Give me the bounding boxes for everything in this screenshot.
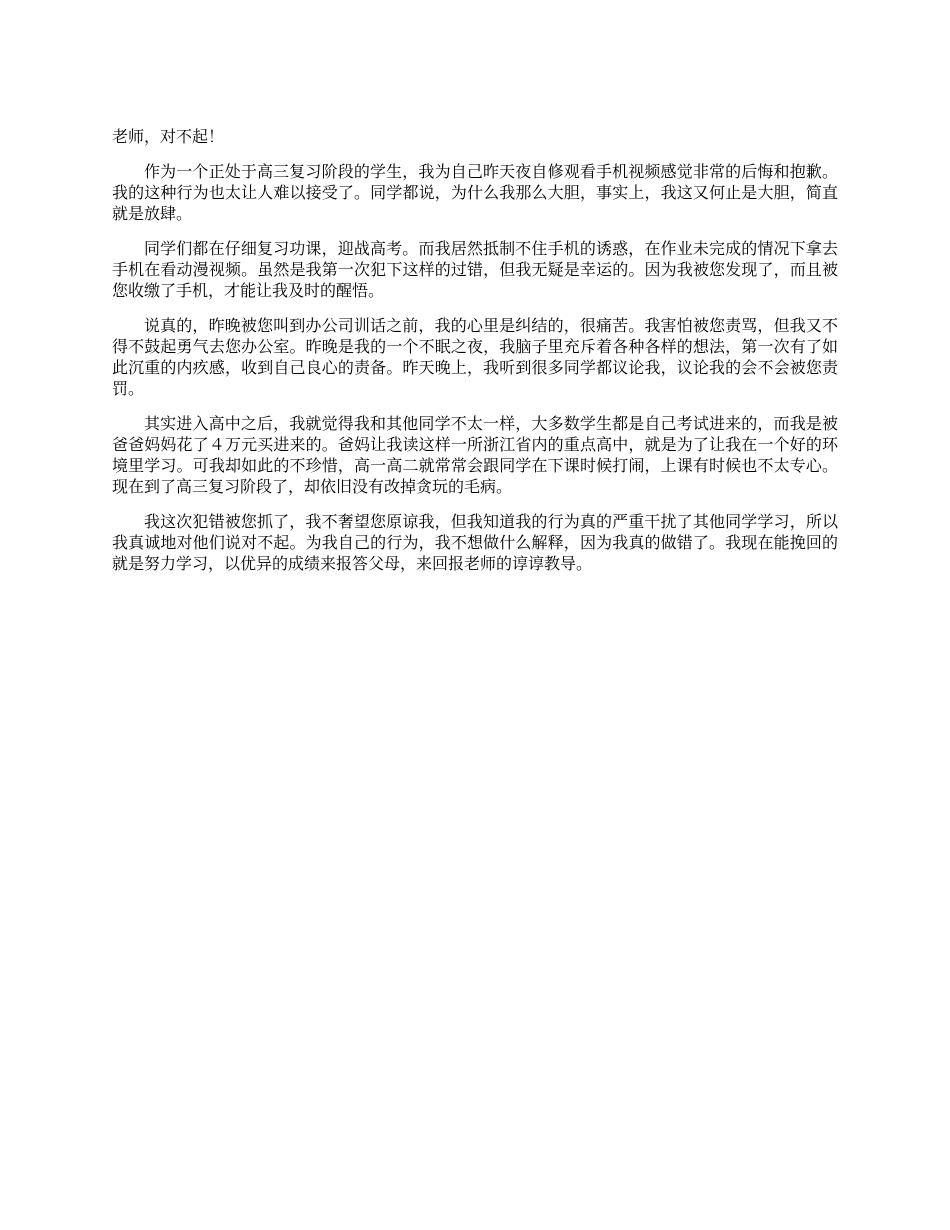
paragraph-1: 作为一个正处于高三复习阶段的学生，我为自己昨天夜自修观看手机视频感觉非常的后悔和抱歉。我的这种行为也太让人难以接受了。同学都说，为什么我那么大胆，事实上，我这又何止是大胆，简直就是放肆。 (112, 162, 838, 223)
paragraph-5: 我这次犯错被您抓了，我不奢望您原谅我，但我知道我的行为真的严重干扰了其他同学学习，所以我真诚地对他们说对不起。为我自己的行为，我不想做什么解释，因为我真的做错了。我现在能挽回的就是努力学习，以优异的成绩来报答父母，来回报老师的谆谆教导。 (112, 512, 838, 573)
paragraph-3: 说真的，昨晚被您叫到办公司训话之前，我的心里是纠结的，很痛苦。我害怕被您责骂，但我又不得不鼓起勇气去您办公室。昨晚是我的一个不眠之夜，我脑子里充斥着各种各样的想法，第一次有了如此沉重的内疚感，收到自己良心的责备。昨天晚上，我听到很多同学都议论我，议论我的会不会被您责罚。 (112, 316, 838, 398)
letter-salutation: 老师，对不起！ (112, 127, 225, 146)
paragraph-2: 同学们都在仔细复习功课，迎战高考。而我居然抵制不住手机的诱惑，在作业未完成的情况下拿去手机在看动漫视频。虽然是我第一次犯下这样的过错，但我无疑是幸运的。因为我被您发现了，而且被您收缴了手机，才能让我及时的醒悟。 (112, 239, 838, 300)
letter-body (112, 126, 838, 588)
paragraph-4: 其实进入高中之后，我就觉得我和其他同学不太一样，大多数学生都是自己考试进来的，而我是被爸爸妈妈花了４万元买进来的。爸妈让我读这样一所浙江省内的重点高中，就是为了让我在一个好的环境里学习。可我却如此的不珍惜，高一高二就常常会跟同学在下课时候打闹，上课有时候也不太专心。现在到了高三复习阶段了，却依旧没有改掉贪玩的毛病。 (112, 414, 838, 496)
